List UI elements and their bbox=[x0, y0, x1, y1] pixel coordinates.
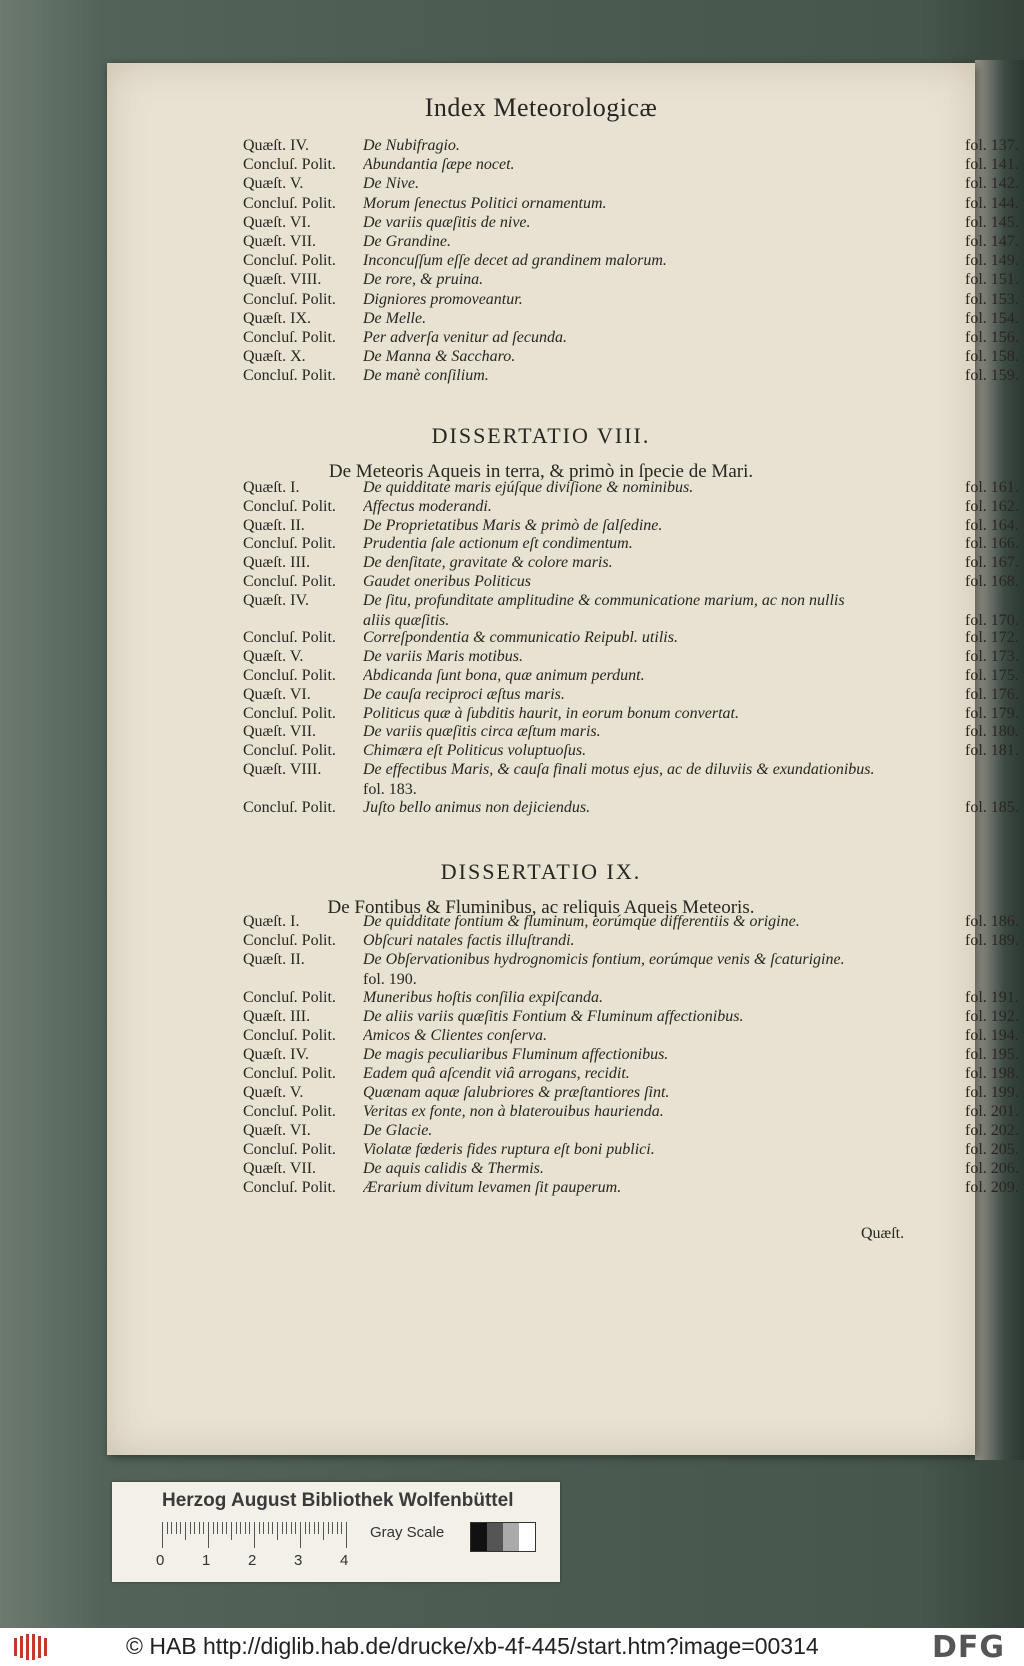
index-entry bbox=[243, 479, 1024, 499]
entry-title: Politicus quæ à ſubditis haurit, in eorum bonum convertat. bbox=[363, 704, 739, 722]
ruler-tick bbox=[300, 1522, 301, 1548]
ruler-tick bbox=[245, 1522, 246, 1534]
ruler-tick bbox=[199, 1522, 200, 1534]
index-entry bbox=[243, 233, 1024, 253]
entry-title: De aliis variis quæſitis Fontium & Fluminum affectionibus. bbox=[363, 1008, 744, 1025]
index-entry bbox=[243, 1046, 1024, 1066]
index-entry bbox=[243, 1122, 1024, 1142]
dissertation-8-heading: DISSERTATIO VIII. bbox=[431, 423, 651, 448]
entry-label: Concluſ. Polit. bbox=[243, 497, 336, 515]
index-entry bbox=[243, 913, 1024, 933]
entry-label: Quæſt. VI. bbox=[243, 213, 311, 231]
ruler-tick bbox=[328, 1522, 329, 1534]
ruler-tick bbox=[259, 1522, 260, 1534]
entry-folio: fol. 168. bbox=[965, 573, 1019, 590]
entry-label: Concluſ. Polit. bbox=[243, 1179, 336, 1196]
entry-label: Concluſ. Polit. bbox=[243, 329, 336, 346]
book-page bbox=[107, 63, 1019, 1455]
entry-label: Concluſ. Polit. bbox=[243, 1141, 336, 1158]
entry-title: De Proprietatibus Maris & primò de ſalſedine. bbox=[363, 516, 663, 534]
index-entry bbox=[243, 1141, 1024, 1161]
entry-label: Concluſ. Polit. bbox=[243, 367, 336, 385]
ruler-tick bbox=[194, 1522, 195, 1534]
index-entry bbox=[243, 367, 1024, 387]
entry-title: Quænam aquæ ſalubriores & præſtantiores ſint. bbox=[363, 1084, 670, 1101]
entry-title: De Glacie. bbox=[363, 1122, 433, 1139]
entry-folio: fol. 198. bbox=[965, 1065, 1019, 1082]
index-entry bbox=[243, 348, 1024, 368]
ruler-tick bbox=[337, 1522, 338, 1534]
entry-title: De Obſervationibus hydrognomicis fontium, eorúmque venis & ſcaturigine. bbox=[363, 951, 845, 968]
dissertation-9-heading: DISSERTATIO IX. bbox=[440, 859, 642, 884]
entry-title: Morum ſenectus Politici ornamentum. bbox=[363, 194, 607, 212]
entry-folio: fol. 189. bbox=[965, 932, 1019, 949]
index-entry bbox=[243, 705, 1024, 725]
entry-folio: fol. 175. bbox=[965, 667, 1019, 684]
entry-label: Quæſt. V. bbox=[243, 1084, 304, 1101]
entry-label: Concluſ. Polit. bbox=[243, 252, 336, 270]
entry-label: Quæſt. III. bbox=[243, 554, 311, 572]
ruler-tick bbox=[167, 1522, 168, 1534]
entry-label: Concluſ. Polit. bbox=[243, 704, 336, 722]
dissertation-8-subtitle: De Meteoris Aqueis in terra, & primò in ſpecie de Mari. bbox=[328, 461, 754, 482]
entry-label: Concluſ. Polit. bbox=[243, 535, 336, 553]
entry-folio: fol. 192. bbox=[965, 1008, 1019, 1025]
entry-title: Correſpondentia & communicatio Reipubl. utilis. bbox=[363, 629, 678, 647]
entry-folio: fol. 201. bbox=[965, 1103, 1019, 1120]
entry-folio: fol. 191. bbox=[965, 989, 1019, 1006]
entry-title: De aquis calidis & Thermis. bbox=[363, 1160, 544, 1177]
ruler-tick bbox=[217, 1522, 218, 1534]
entry-folio: fol. 154. bbox=[965, 309, 1019, 327]
entry-folio: fol. 173. bbox=[965, 648, 1019, 666]
index-entry bbox=[243, 723, 1024, 743]
entry-title: De ſitu, profunditate amplitudine & communicatione marium, ac non nullis bbox=[363, 591, 845, 609]
entry-label: Quæſt. VIII. bbox=[243, 271, 322, 289]
ruler-tick bbox=[249, 1522, 250, 1534]
entry-title: Abdicanda ſunt bona, quæ animum perdunt. bbox=[363, 667, 645, 684]
index-entry bbox=[243, 329, 1024, 349]
index-entry bbox=[243, 535, 1024, 555]
index-entry bbox=[243, 175, 1024, 195]
library-name: Herzog August Bibliothek Wolfenbüttel bbox=[162, 1490, 514, 1511]
entry-folio: fol. 180. bbox=[965, 723, 1019, 741]
entry-label: Concluſ. Polit. bbox=[243, 667, 336, 684]
index-entry bbox=[243, 667, 1024, 687]
entry-label: Quæſt. V. bbox=[243, 175, 304, 193]
entry-folio: fol. 149. bbox=[965, 252, 1019, 270]
index-entry bbox=[243, 799, 1024, 819]
entry-label: Concluſ. Polit. bbox=[243, 1027, 336, 1044]
ruler-tick bbox=[226, 1522, 227, 1534]
entry-title: Chimæra eſt Politicus voluptuoſus. bbox=[363, 742, 587, 760]
entry-label: Quæſt. VII. bbox=[243, 233, 317, 250]
ruler-tick bbox=[203, 1522, 204, 1534]
index-entry bbox=[243, 1103, 1024, 1123]
entry-title: De quidditate maris ejúſque diviſione & nominibus. bbox=[363, 479, 694, 496]
entry-folio: fol. 206. bbox=[965, 1160, 1019, 1177]
entry-label: Concluſ. Polit. bbox=[243, 989, 336, 1006]
ruler-tick bbox=[185, 1522, 186, 1540]
entry-title: De Nive. bbox=[363, 175, 419, 193]
entry-title: De variis quæſitis de nive. bbox=[363, 213, 531, 231]
entry-label: Quæſt. VII. bbox=[243, 1160, 317, 1177]
scale-number: 2 bbox=[248, 1552, 257, 1569]
entry-label: Concluſ. Polit. bbox=[243, 194, 336, 212]
entry-title: Inconcuſſum eſſe decet ad grandinem malorum. bbox=[363, 252, 667, 270]
entry-label: Quæſt. VIII. bbox=[243, 761, 322, 778]
entry-title: De variis Maris motibus. bbox=[363, 648, 523, 666]
entry-title: De quidditate fontium & fluminum, eorúmque differentiis & origine. bbox=[363, 913, 800, 930]
index-entry bbox=[243, 1160, 1024, 1180]
library-color-card bbox=[112, 1482, 560, 1582]
entry-label: Concluſ. Polit. bbox=[243, 1103, 336, 1120]
entry-label: Quæſt. VI. bbox=[243, 1122, 311, 1139]
index-entry bbox=[243, 137, 1024, 157]
entry-label: Concluſ. Polit. bbox=[243, 798, 336, 816]
ruler-tick bbox=[268, 1522, 269, 1534]
entry-title: De Melle. bbox=[363, 309, 427, 327]
index-entry bbox=[243, 932, 1024, 952]
entry-label: Quæſt. VI. bbox=[243, 685, 311, 703]
entry-label: Quæſt. X. bbox=[243, 348, 306, 366]
index-entry bbox=[243, 573, 1024, 593]
entry-title: Obſcuri natales factis illuſtrandi. bbox=[363, 932, 575, 949]
entry-folio: fol. 151. bbox=[965, 271, 1019, 289]
entry-title: Gaudet oneribus Politicus bbox=[363, 573, 531, 590]
ruler-tick bbox=[236, 1522, 237, 1534]
entry-title: Ærarium divitum levamen ſit pauperum. bbox=[363, 1179, 622, 1196]
index-entry bbox=[243, 554, 1024, 574]
entry-label: Quæſt. V. bbox=[243, 648, 304, 666]
ruler-tick bbox=[314, 1522, 315, 1534]
index-entry bbox=[243, 686, 1024, 706]
entry-folio: fol. 202. bbox=[965, 1122, 1019, 1139]
entry-title: De Nubifragio. bbox=[363, 137, 460, 154]
entry-folio: fol. 145. bbox=[965, 213, 1019, 231]
ruler-tick bbox=[341, 1522, 342, 1534]
scale-number: 1 bbox=[202, 1552, 211, 1569]
ruler-tick bbox=[254, 1522, 255, 1548]
entry-folio: fol. 195. bbox=[965, 1046, 1019, 1063]
dfg-logo: DFG bbox=[932, 1630, 1006, 1665]
entry-folio: fol. 185. bbox=[965, 798, 1019, 816]
index-entry bbox=[243, 252, 1024, 272]
ruler-tick bbox=[171, 1522, 172, 1534]
ruler-tick bbox=[176, 1522, 177, 1534]
entry-label: Quæſt. IV. bbox=[243, 137, 309, 154]
entry-label: Concluſ. Polit. bbox=[243, 290, 336, 308]
entry-label: Quæſt. I. bbox=[243, 479, 300, 496]
entry-folio: fol. 156. bbox=[965, 329, 1019, 346]
ruler-tick bbox=[295, 1522, 296, 1534]
index-entry bbox=[243, 1179, 1024, 1199]
entry-label: Concluſ. Polit. bbox=[243, 1065, 336, 1082]
ruler-tick bbox=[309, 1522, 310, 1534]
gray-scale-swatch bbox=[470, 1522, 536, 1552]
entry-label: Quæſt. IV. bbox=[243, 591, 309, 609]
entry-folio: fol. 159. bbox=[965, 367, 1019, 385]
entry-folio: fol. 166. bbox=[965, 535, 1019, 553]
scale-number: 4 bbox=[340, 1552, 349, 1569]
entry-title: Eadem quâ aſcendit viâ arrogans, recidit. bbox=[363, 1065, 630, 1082]
entry-continuation: fol. 183. bbox=[363, 781, 417, 798]
entry-folio: fol. 194. bbox=[965, 1027, 1019, 1044]
ruler-tick bbox=[282, 1522, 283, 1534]
ruler-tick bbox=[222, 1522, 223, 1534]
entry-title: Juſto bello animus non dejiciendus. bbox=[363, 798, 591, 816]
index-entry bbox=[243, 761, 1024, 798]
entry-title: De cauſa reciproci æſtus maris. bbox=[363, 685, 565, 703]
index-entry bbox=[243, 156, 1024, 176]
index-entry bbox=[243, 1065, 1024, 1085]
ruler-tick bbox=[180, 1522, 181, 1534]
entry-label: Quæſt. I. bbox=[243, 913, 300, 930]
entry-label: Concluſ. Polit. bbox=[243, 156, 336, 174]
ruler-tick bbox=[277, 1522, 278, 1540]
entry-title: Muneribus hoſtis conſilia expiſcanda. bbox=[363, 989, 603, 1006]
entry-label: Quæſt. II. bbox=[243, 951, 305, 968]
index-entry bbox=[243, 517, 1024, 537]
entry-title: De Manna & Saccharo. bbox=[363, 348, 516, 366]
catchword: Quæſt. bbox=[861, 1225, 905, 1242]
entry-title: Affectus moderandi. bbox=[363, 497, 492, 515]
entry-folio: fol. 142. bbox=[965, 175, 1019, 193]
entry-title: De effectibus Maris, & cauſa finali motus ejus, ac de diluviis & exundationibus. bbox=[363, 761, 875, 778]
entry-title: De manè conſilium. bbox=[363, 367, 489, 385]
entry-folio: fol. 153. bbox=[965, 290, 1019, 308]
index-entry bbox=[243, 1027, 1024, 1047]
source-url[interactable]: © HAB http://diglib.hab.de/drucke/xb-4f-445/start.htm?image=00314 bbox=[126, 1633, 819, 1659]
entry-title: Per adverſa venitur ad ſecunda. bbox=[363, 329, 567, 346]
index-entry bbox=[243, 1084, 1024, 1104]
entry-label: Concluſ. Polit. bbox=[243, 742, 336, 760]
scale-number: 3 bbox=[294, 1552, 303, 1569]
scale-ruler bbox=[162, 1522, 360, 1548]
ruler-tick bbox=[272, 1522, 273, 1534]
index-entry bbox=[243, 629, 1024, 649]
entry-folio: fol. 209. bbox=[965, 1179, 1019, 1196]
entry-folio: fol. 162. bbox=[965, 497, 1019, 515]
ruler-tick bbox=[318, 1522, 319, 1534]
entry-title: De Grandine. bbox=[363, 233, 451, 250]
scale-number: 0 bbox=[156, 1552, 165, 1569]
entry-folio: fol. 137. bbox=[965, 137, 1019, 154]
footer-bar bbox=[0, 1628, 1024, 1666]
entry-title: Amicos & Clientes conſerva. bbox=[363, 1027, 547, 1044]
ruler-tick bbox=[305, 1522, 306, 1534]
entry-label: Quæſt. IV. bbox=[243, 1046, 309, 1063]
ruler-tick bbox=[291, 1522, 292, 1534]
entry-folio: fol. 170. bbox=[965, 611, 1019, 629]
index-entry bbox=[243, 195, 1024, 215]
entry-title: De variis quæſitis circa æſtum maris. bbox=[363, 723, 601, 741]
entry-folio: fol. 167. bbox=[965, 554, 1019, 572]
entry-title: De magis peculiaribus Fluminum affectionibus. bbox=[363, 1046, 669, 1063]
entry-folio: fol. 161. bbox=[965, 479, 1019, 496]
index-entry bbox=[243, 291, 1024, 311]
entry-folio: fol. 144. bbox=[965, 194, 1019, 212]
entry-title: Digniores promoveantur. bbox=[363, 290, 523, 308]
entry-continuation: aliis quæſitis. bbox=[363, 611, 450, 629]
entry-label: Quæſt. III. bbox=[243, 1008, 311, 1025]
entry-title: Abundantia ſæpe nocet. bbox=[363, 156, 515, 174]
entry-title: Violatæ fœderis fides ruptura eſt boni publici. bbox=[363, 1141, 655, 1158]
ruler-tick bbox=[263, 1522, 264, 1534]
entry-label: Concluſ. Polit. bbox=[243, 629, 336, 647]
entry-label: Quæſt. IX. bbox=[243, 309, 311, 327]
entry-folio: fol. 186. bbox=[965, 913, 1019, 930]
index-entry bbox=[243, 310, 1024, 330]
ruler-tick bbox=[346, 1522, 347, 1548]
entry-title: De denſitate, gravitate & colore maris. bbox=[363, 554, 613, 572]
index-entry bbox=[243, 498, 1024, 518]
gray-scale-label: Gray Scale bbox=[370, 1524, 445, 1541]
index-entry bbox=[243, 989, 1024, 1009]
entry-continuation: fol. 190. bbox=[363, 971, 417, 988]
entry-folio: fol. 181. bbox=[965, 742, 1019, 760]
ruler-tick bbox=[231, 1522, 232, 1540]
entry-folio: fol. 158. bbox=[965, 348, 1019, 366]
entry-folio: fol. 141. bbox=[965, 156, 1019, 174]
entry-title: Prudentia ſale actionum eſt condimentum. bbox=[363, 535, 633, 553]
ruler-tick bbox=[323, 1522, 324, 1540]
entry-label: Concluſ. Polit. bbox=[243, 573, 336, 590]
ruler-tick bbox=[332, 1522, 333, 1534]
index-entry bbox=[243, 648, 1024, 668]
entry-folio: fol. 176. bbox=[965, 685, 1019, 703]
entry-folio: fol. 179. bbox=[965, 704, 1019, 722]
ruler-tick bbox=[162, 1522, 163, 1548]
index-entry bbox=[243, 951, 1024, 988]
ruler-tick bbox=[213, 1522, 214, 1534]
dissertation-9-subtitle: De Fontibus & Fluminibus, ac reliquis Aqueis Meteoris. bbox=[327, 897, 755, 918]
entry-title: De rore, & pruina. bbox=[363, 271, 484, 289]
hab-logo-icon bbox=[14, 1634, 50, 1660]
entry-folio: fol. 205. bbox=[965, 1141, 1019, 1158]
ruler-tick bbox=[190, 1522, 191, 1534]
entry-title: Veritas ex fonte, non à blaterouibus haurienda. bbox=[363, 1103, 664, 1120]
entry-label: Quæſt. II. bbox=[243, 516, 305, 534]
running-head: Index Meteorologicæ bbox=[424, 93, 658, 122]
entry-folio: fol. 172. bbox=[965, 629, 1019, 647]
ruler-tick bbox=[286, 1522, 287, 1534]
index-entry bbox=[243, 591, 1024, 629]
index-entry bbox=[243, 271, 1024, 291]
index-entry bbox=[243, 1008, 1024, 1028]
entry-folio: fol. 199. bbox=[965, 1084, 1019, 1101]
index-entry bbox=[243, 214, 1024, 234]
ruler-tick bbox=[240, 1522, 241, 1534]
index-entry bbox=[243, 742, 1024, 762]
ruler-tick bbox=[208, 1522, 209, 1548]
entry-label: Concluſ. Polit. bbox=[243, 932, 336, 949]
entry-folio: fol. 147. bbox=[965, 233, 1019, 250]
entry-folio: fol. 164. bbox=[965, 516, 1019, 534]
entry-label: Quæſt. VII. bbox=[243, 723, 317, 741]
